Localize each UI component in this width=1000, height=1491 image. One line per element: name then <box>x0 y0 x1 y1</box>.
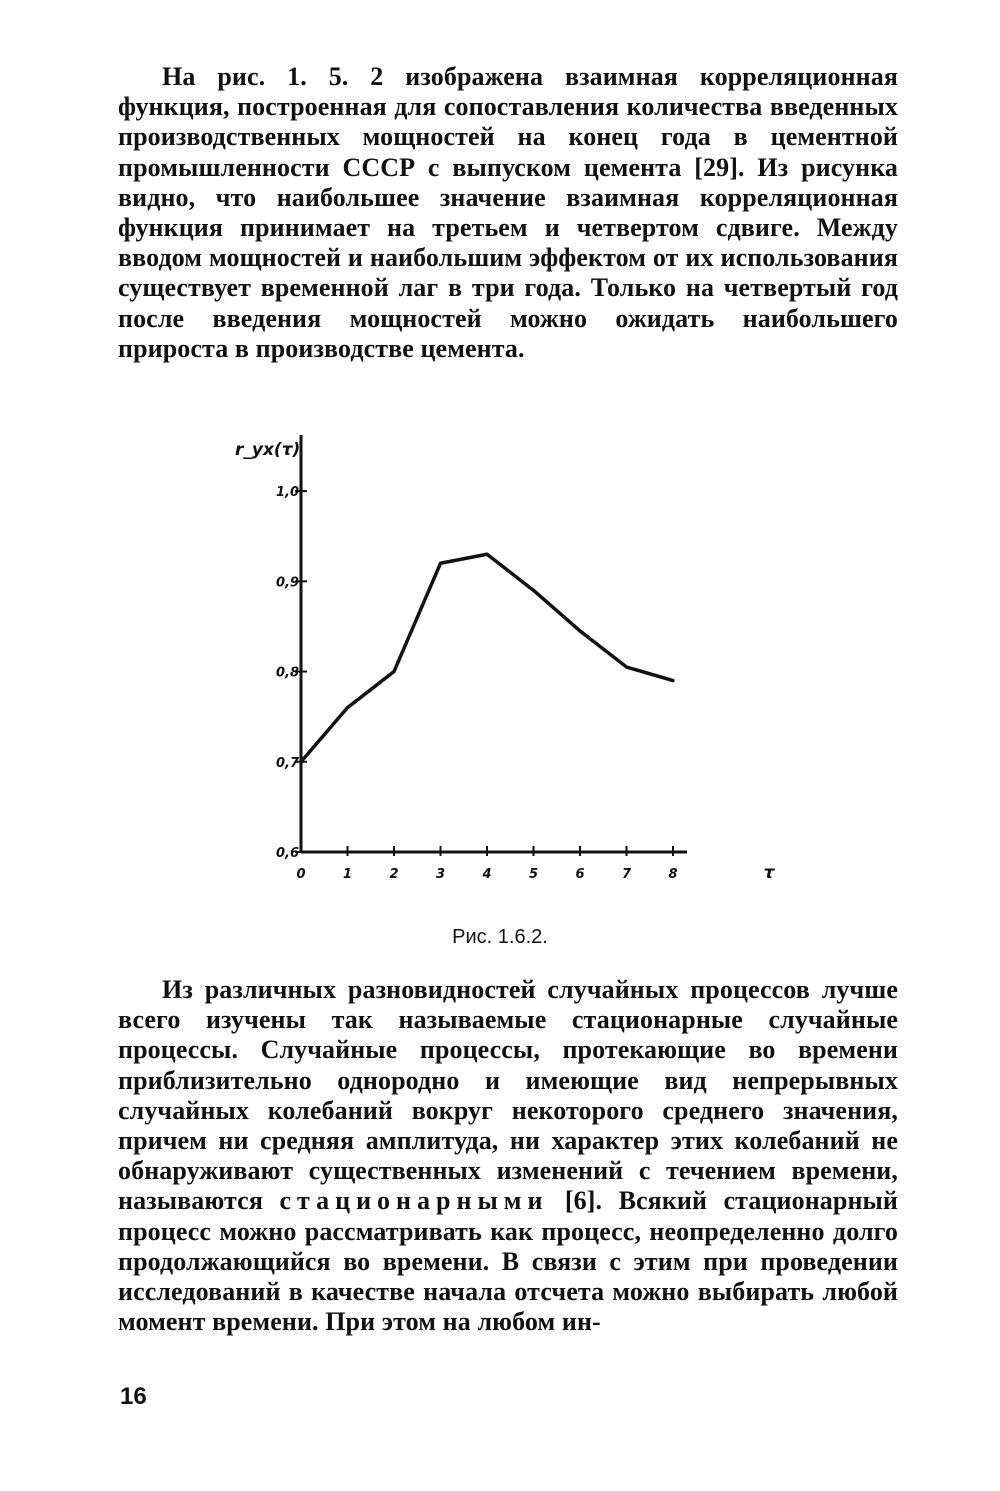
x-tick-label: 8 <box>668 867 678 882</box>
paragraph-text-tail: [6]. Всякий стационарный процесс можно рассматривать как процесс, неопределенно долго продолжающийся во времени. В связи с этим при проведении исследований в качестве начала отсчета можно выбирать любой момент времени. При этом на любом ин- <box>118 1186 899 1337</box>
x-tick-label: 2 <box>389 867 399 882</box>
paragraph-text: На рис. 1. 5. 2 изображена взаимная корреляционная функция, построенная для сопоставления количества введенных производственных мощностей на конец года в цементной промышленности СССР с выпуском цемента [29]. Из рисунка видно, что наибольшее значение взаимная корреляционная функция принимает на третьем и четвертом сдвиге. Между вводом мощностей и наибольшим эффектом от их использования существует временной лаг в три года. Только на четвертый год после введения мощностей можно ожидать наибольшего прироста в производстве цемента. <box>118 62 898 363</box>
x-tick-label: 3 <box>435 867 446 882</box>
y-tick-label: 0,6 <box>275 846 299 861</box>
paragraph-text: Из различных разновидностей случайных процессов лучше всего изучены так называемые стационарные случайные процессы. Случайные процессы, протекающие во времени приблизительно однородно и имеющие вид непрерывных случайных колебаний вокруг некоторого среднего значения, причем ни средняя амплитуда, ни характер этих колебаний не обнаруживают существенных изменений с течением времени, называются <box>118 975 898 1216</box>
correlation-function-figure <box>215 415 815 895</box>
x-tick-label: 4 <box>482 867 492 882</box>
y-tick-label: 0,9 <box>275 575 299 591</box>
y-tick-label: 0,8 <box>275 665 299 681</box>
x-tick-label: 1 <box>342 867 353 882</box>
data-point <box>625 666 628 669</box>
correlation-chart <box>215 415 815 895</box>
series-line <box>301 554 673 762</box>
x-tick-label: 0 <box>296 867 306 882</box>
x-tick-label: 5 <box>528 867 539 882</box>
data-point <box>672 679 675 682</box>
y-axis-label: r_yx(τ) <box>235 440 301 460</box>
data-point <box>532 589 535 592</box>
y-tick-label: 1,0 <box>275 485 299 501</box>
x-axis-label: τ <box>763 863 775 883</box>
y-tick-label: 0,7 <box>275 755 299 771</box>
data-point <box>300 760 303 763</box>
body-paragraph-top <box>118 62 898 364</box>
body-paragraph-bottom <box>118 975 898 1337</box>
data-point <box>346 706 349 709</box>
data-point <box>579 629 582 632</box>
page-number: 16 <box>120 1383 147 1410</box>
data-point <box>439 562 442 565</box>
data-point <box>393 670 396 673</box>
data-point <box>486 553 489 556</box>
figure-caption: Рис. 1.6.2. <box>452 926 548 948</box>
emphasized-term: стационарными <box>279 1186 549 1216</box>
x-tick-label: 7 <box>621 867 632 882</box>
x-tick-label: 6 <box>575 867 585 882</box>
